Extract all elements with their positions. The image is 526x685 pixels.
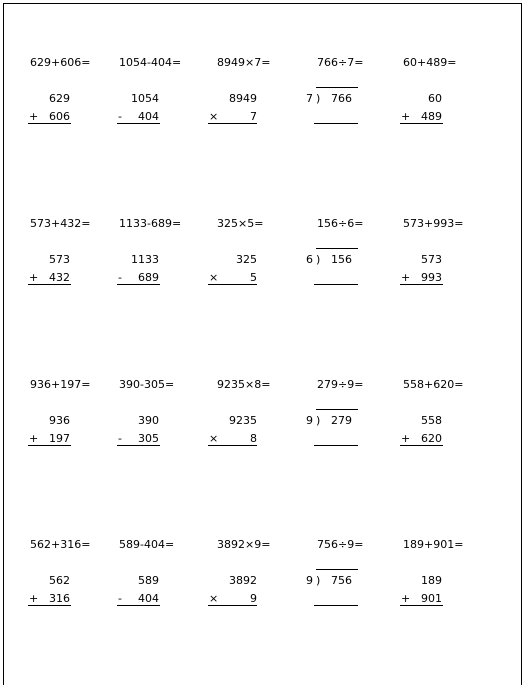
problem-expression: 189+901= bbox=[403, 538, 464, 551]
operator-sign: + bbox=[401, 432, 411, 445]
operand-bottom: 9 bbox=[250, 592, 257, 605]
problem-expression: 936+197= bbox=[30, 378, 91, 391]
division-dividend: 766 bbox=[331, 92, 352, 105]
answer-underline bbox=[28, 284, 71, 285]
division-bracket: ) bbox=[316, 414, 321, 427]
problem-expression: 60+489= bbox=[403, 56, 457, 69]
operand-top: 60 bbox=[428, 92, 442, 105]
division-dividend: 156 bbox=[331, 253, 352, 266]
operand-top: 558 bbox=[421, 414, 442, 427]
operand-top: 390 bbox=[138, 414, 159, 427]
operand-bottom: 404 bbox=[138, 592, 159, 605]
answer-underline bbox=[117, 123, 160, 124]
problem-expression: 8949×7= bbox=[217, 56, 271, 69]
problem-expression: 629+606= bbox=[30, 56, 91, 69]
operand-bottom: 620 bbox=[421, 432, 442, 445]
operator-sign: + bbox=[29, 432, 39, 445]
operator-sign: × bbox=[209, 271, 219, 284]
problem-expression: 156÷6= bbox=[317, 217, 364, 230]
operand-bottom: 404 bbox=[138, 110, 159, 123]
answer-underline bbox=[400, 284, 443, 285]
division-bracket: ) bbox=[316, 92, 321, 105]
operator-sign: × bbox=[209, 110, 219, 123]
operator-sign: + bbox=[401, 110, 411, 123]
problem-expression: 766÷7= bbox=[317, 56, 364, 69]
answer-underline bbox=[117, 284, 160, 285]
operand-top: 1054 bbox=[131, 92, 159, 105]
division-bracket: ) bbox=[316, 253, 321, 266]
operand-bottom: 316 bbox=[49, 592, 70, 605]
operand-bottom: 901 bbox=[421, 592, 442, 605]
operand-bottom: 432 bbox=[49, 271, 70, 284]
operand-top: 562 bbox=[49, 574, 70, 587]
problem-expression: 325×5= bbox=[217, 217, 264, 230]
division-bracket: ) bbox=[316, 574, 321, 587]
operand-top: 189 bbox=[421, 574, 442, 587]
operator-sign: × bbox=[209, 432, 219, 445]
operator-sign: - bbox=[118, 592, 122, 605]
problem-expression: 3892×9= bbox=[217, 538, 271, 551]
operand-bottom: 606 bbox=[49, 110, 70, 123]
operator-sign: × bbox=[209, 592, 219, 605]
problem-expression: 573+432= bbox=[30, 217, 91, 230]
division-divisor: 6 bbox=[306, 253, 313, 266]
operand-top: 3892 bbox=[229, 574, 257, 587]
division-overbar bbox=[316, 409, 358, 410]
division-overbar bbox=[316, 248, 358, 249]
operand-bottom: 197 bbox=[49, 432, 70, 445]
operator-sign: - bbox=[118, 271, 122, 284]
answer-underline bbox=[28, 605, 71, 606]
problem-expression: 562+316= bbox=[30, 538, 91, 551]
operand-top: 573 bbox=[421, 253, 442, 266]
operand-bottom: 489 bbox=[421, 110, 442, 123]
problem-expression: 573+993= bbox=[403, 217, 464, 230]
operator-sign: + bbox=[29, 592, 39, 605]
division-divisor: 9 bbox=[306, 414, 313, 427]
operand-top: 9235 bbox=[229, 414, 257, 427]
answer-underline bbox=[400, 445, 443, 446]
operand-top: 1133 bbox=[131, 253, 159, 266]
division-divisor: 7 bbox=[306, 92, 313, 105]
problem-expression: 558+620= bbox=[403, 378, 464, 391]
operand-top: 325 bbox=[236, 253, 257, 266]
operand-bottom: 5 bbox=[250, 271, 257, 284]
operand-bottom: 7 bbox=[250, 110, 257, 123]
operator-sign: + bbox=[401, 271, 411, 284]
problem-expression: 279÷9= bbox=[317, 378, 364, 391]
worksheet bbox=[3, 3, 522, 685]
operand-bottom: 8 bbox=[250, 432, 257, 445]
answer-underline bbox=[117, 605, 160, 606]
operator-sign: + bbox=[29, 271, 39, 284]
problem-expression: 1054-404= bbox=[119, 56, 182, 69]
operand-bottom: 305 bbox=[138, 432, 159, 445]
answer-underline bbox=[208, 123, 257, 124]
operand-bottom: 689 bbox=[138, 271, 159, 284]
answer-underline bbox=[117, 445, 160, 446]
operand-top: 629 bbox=[49, 92, 70, 105]
division-divisor: 9 bbox=[306, 574, 313, 587]
answer-underline bbox=[314, 123, 358, 124]
operand-top: 589 bbox=[138, 574, 159, 587]
operator-sign: + bbox=[401, 592, 411, 605]
answer-underline bbox=[314, 284, 358, 285]
operator-sign: + bbox=[29, 110, 39, 123]
answer-underline bbox=[208, 284, 257, 285]
operand-top: 8949 bbox=[229, 92, 257, 105]
answer-underline bbox=[208, 605, 257, 606]
answer-underline bbox=[400, 123, 443, 124]
answer-underline bbox=[314, 605, 358, 606]
answer-underline bbox=[400, 605, 443, 606]
division-dividend: 279 bbox=[331, 414, 352, 427]
answer-underline bbox=[314, 445, 358, 446]
operator-sign: - bbox=[118, 110, 122, 123]
problem-expression: 1133-689= bbox=[119, 217, 182, 230]
problem-expression: 589-404= bbox=[119, 538, 175, 551]
division-overbar bbox=[316, 87, 358, 88]
problem-expression: 390-305= bbox=[119, 378, 175, 391]
problem-expression: 756÷9= bbox=[317, 538, 364, 551]
operand-top: 936 bbox=[49, 414, 70, 427]
answer-underline bbox=[28, 123, 71, 124]
operand-bottom: 993 bbox=[421, 271, 442, 284]
answer-underline bbox=[28, 445, 71, 446]
division-dividend: 756 bbox=[331, 574, 352, 587]
division-overbar bbox=[316, 569, 358, 570]
answer-underline bbox=[208, 445, 257, 446]
operand-top: 573 bbox=[49, 253, 70, 266]
operator-sign: - bbox=[118, 432, 122, 445]
problem-expression: 9235×8= bbox=[217, 378, 271, 391]
